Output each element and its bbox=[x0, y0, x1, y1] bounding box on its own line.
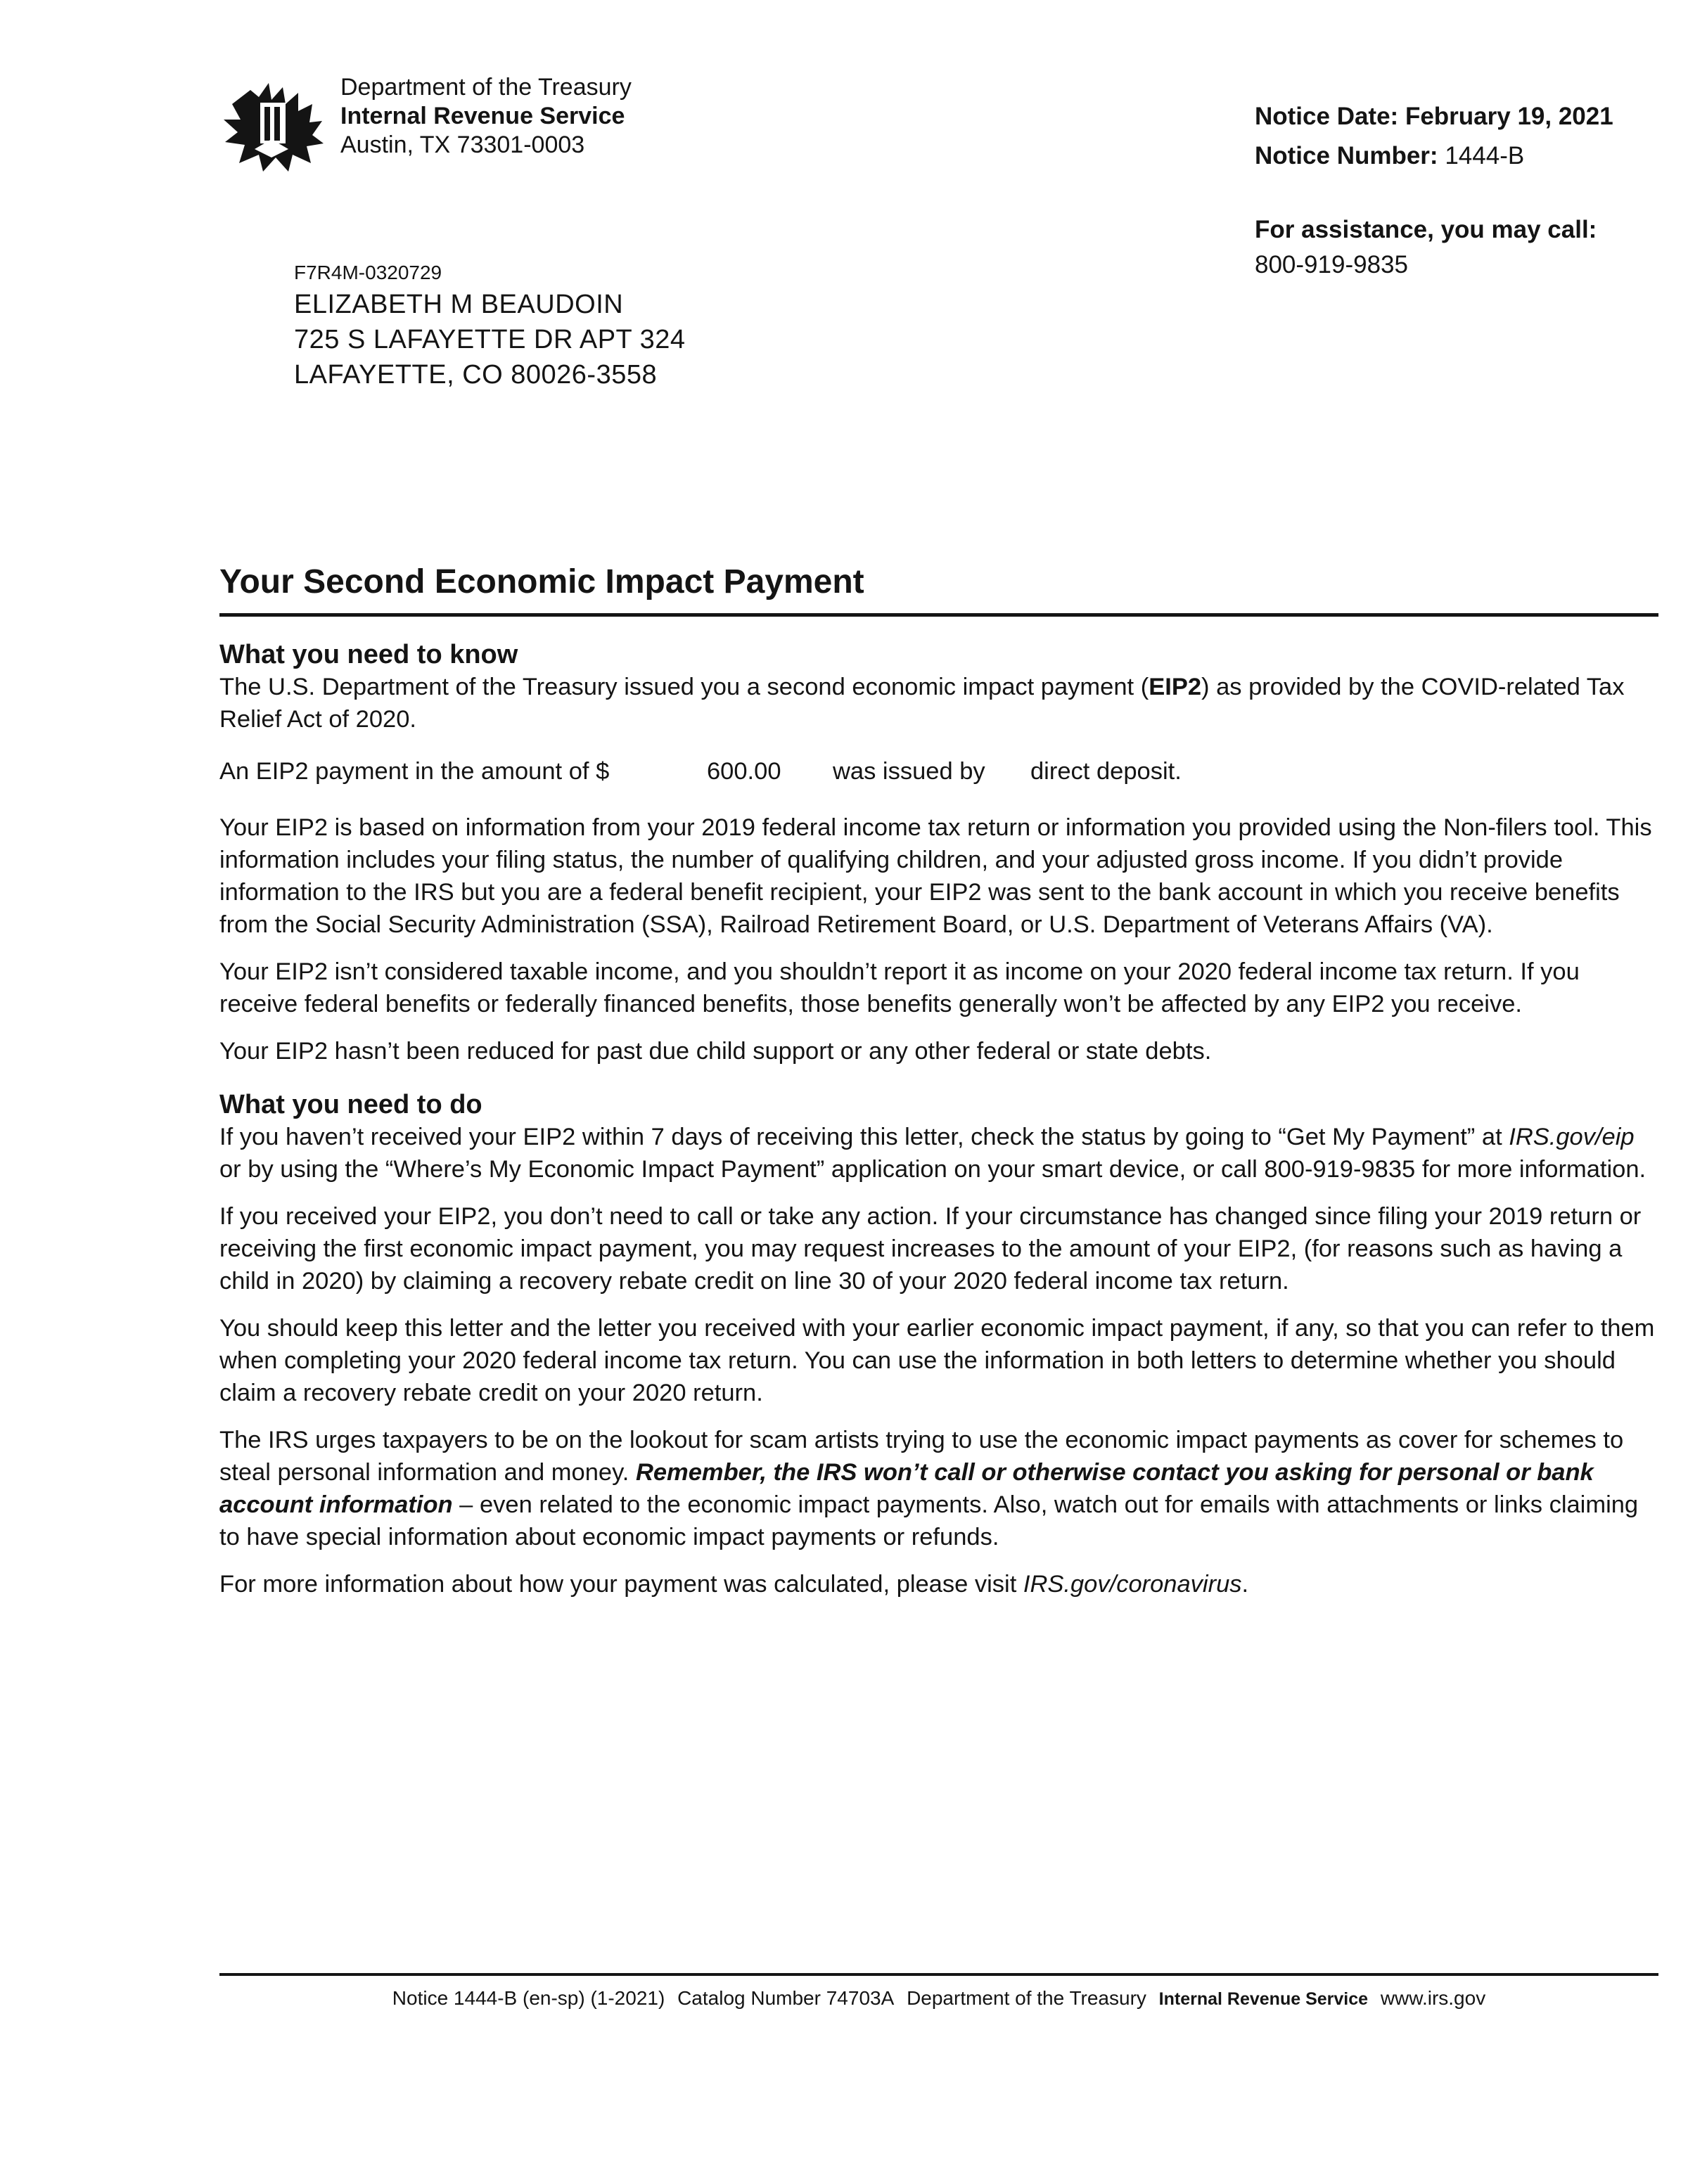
know-intro: The U.S. Department of the Treasury issued you a second economic impact payment (EIP2) as provided by the COVID-related Tax Relief Act of 2020. bbox=[219, 674, 1625, 733]
notice-number-value: 1444-B bbox=[1445, 142, 1525, 169]
recipient-street: 725 S LAFAYETTE DR APT 324 bbox=[294, 325, 686, 354]
notice-number-label: Notice Number: bbox=[1255, 142, 1438, 169]
sender-agency: Internal Revenue Service bbox=[340, 103, 625, 129]
notice-date-label: Notice Date: bbox=[1255, 103, 1399, 130]
eip2-term: EIP2 bbox=[1149, 674, 1202, 700]
reduced-paragraph: Your EIP2 hasn’t been reduced for past due child support or any other federal or state debts. bbox=[219, 1038, 1212, 1065]
payment-amount-row bbox=[219, 755, 1658, 788]
todo-heading: What you need to do bbox=[219, 1090, 482, 1119]
status-paragraph: If you haven’t received your EIP2 within 7 days of receiving this letter, check the status by going to “Get My Payment” at IRS.gov/eip or by using the “Where’s My Economic Impact Payment” application on your smart device, or call 800-919-9835 for more information. bbox=[219, 1124, 1647, 1183]
title-divider bbox=[219, 613, 1658, 617]
notice-date-value: February 19, 2021 bbox=[1405, 103, 1613, 130]
assistance-label: For assistance, you may call: bbox=[1255, 216, 1597, 243]
payment-method: direct deposit. bbox=[1030, 758, 1182, 785]
coronavirus-link[interactable]: IRS.gov/coronavirus bbox=[1023, 1571, 1242, 1598]
page-title: Your Second Economic Impact Payment bbox=[219, 563, 864, 600]
keep-letter-paragraph: You should keep this letter and the letter you received with your earlier economic impact payment, if any, so that you can refer to them when completing your 2020 federal income tax return. You can use the information in both letters to determine whether you should claim a recovery rebate credit on your 2020 return. bbox=[219, 1315, 1655, 1406]
eip-link[interactable]: IRS.gov/eip bbox=[1509, 1124, 1635, 1150]
scam-warning-paragraph: The IRS urges taxpayers to be on the lookout for scam artists trying to use the economic impact payments as cover for schemes to steal personal information and money. Remember, the IRS won’t call or otherwise contact you asking for personal or bank account information – even related to the economic impact payments. Also, watch out for emails with attachments or links claiming to have special information about economic impact payments or refunds. bbox=[219, 1427, 1639, 1550]
sender-block bbox=[340, 73, 632, 160]
sender-department: Department of the Treasury bbox=[340, 74, 632, 101]
basis-paragraph: Your EIP2 is based on information from your 2019 federal income tax return or information you provided using the Non-filers tool. This information includes your filing status, the number of qualifying children, and your adjusted gross income. If you didn’t provide information to the IRS but you are a federal benefit recipient, your EIP2 was sent to the bank account in which you receive benefits from the Social Security Administration (SSA), Railroad Retirement Board, or U.S. Department of Veterans Affairs (VA). bbox=[219, 814, 1652, 938]
irs-eagle-logo-icon bbox=[219, 76, 324, 174]
footer-notice: Notice 1444-B (en-sp) (1-2021) bbox=[392, 1987, 665, 2009]
footer-catalog: Catalog Number 74703A bbox=[677, 1987, 895, 2009]
assistance-block bbox=[1255, 212, 1597, 283]
recipient-code: F7R4M-0320729 bbox=[294, 262, 442, 283]
recipient-city: LAFAYETTE, CO 80026-3558 bbox=[294, 360, 658, 390]
more-info-paragraph: For more information about how your payment was calculated, please visit IRS.gov/coronavirus. bbox=[219, 1571, 1249, 1598]
received-paragraph: If you received your EIP2, you don’t need to call or take any action. If your circumstance has changed since filing your 2019 return or receiving the first economic impact payment, you may request increases to the amount of your EIP2, (for reasons such as having a child in 2020) by claiming a recovery rebate credit on line 30 of your 2020 federal income tax return. bbox=[219, 1203, 1642, 1295]
letter-body bbox=[219, 638, 1658, 1615]
amount-label: An EIP2 payment in the amount of $ bbox=[219, 758, 610, 785]
footer-dept: Department of the Treasury bbox=[907, 1987, 1146, 2009]
taxable-paragraph: Your EIP2 isn’t considered taxable income, and you shouldn’t report it as income on your 2020 federal income tax return. If you receive federal benefits or federally financed benefits, those benefits generally won’t be affected by any EIP2 you receive. bbox=[219, 958, 1580, 1017]
issued-label: was issued by bbox=[833, 758, 985, 785]
amount-value: 600.00 bbox=[707, 758, 781, 785]
recipient-name: ELIZABETH M BEAUDOIN bbox=[294, 290, 624, 319]
sender-address: Austin, TX 73301-0003 bbox=[340, 131, 585, 158]
assistance-phone: 800-919-9835 bbox=[1255, 251, 1408, 278]
footer-irs: Internal Revenue Service bbox=[1158, 1989, 1369, 2009]
recipient-address bbox=[294, 259, 686, 392]
footer-site[interactable]: www.irs.gov bbox=[1380, 1987, 1486, 2009]
footer bbox=[219, 1984, 1658, 2013]
footer-divider bbox=[219, 1973, 1658, 1976]
know-heading: What you need to know bbox=[219, 640, 518, 669]
notice-info bbox=[1255, 97, 1613, 176]
scam-warning-emphasis: Remember, the IRS won’t call or otherwise contact you asking for personal or bank account information bbox=[219, 1459, 1594, 1518]
